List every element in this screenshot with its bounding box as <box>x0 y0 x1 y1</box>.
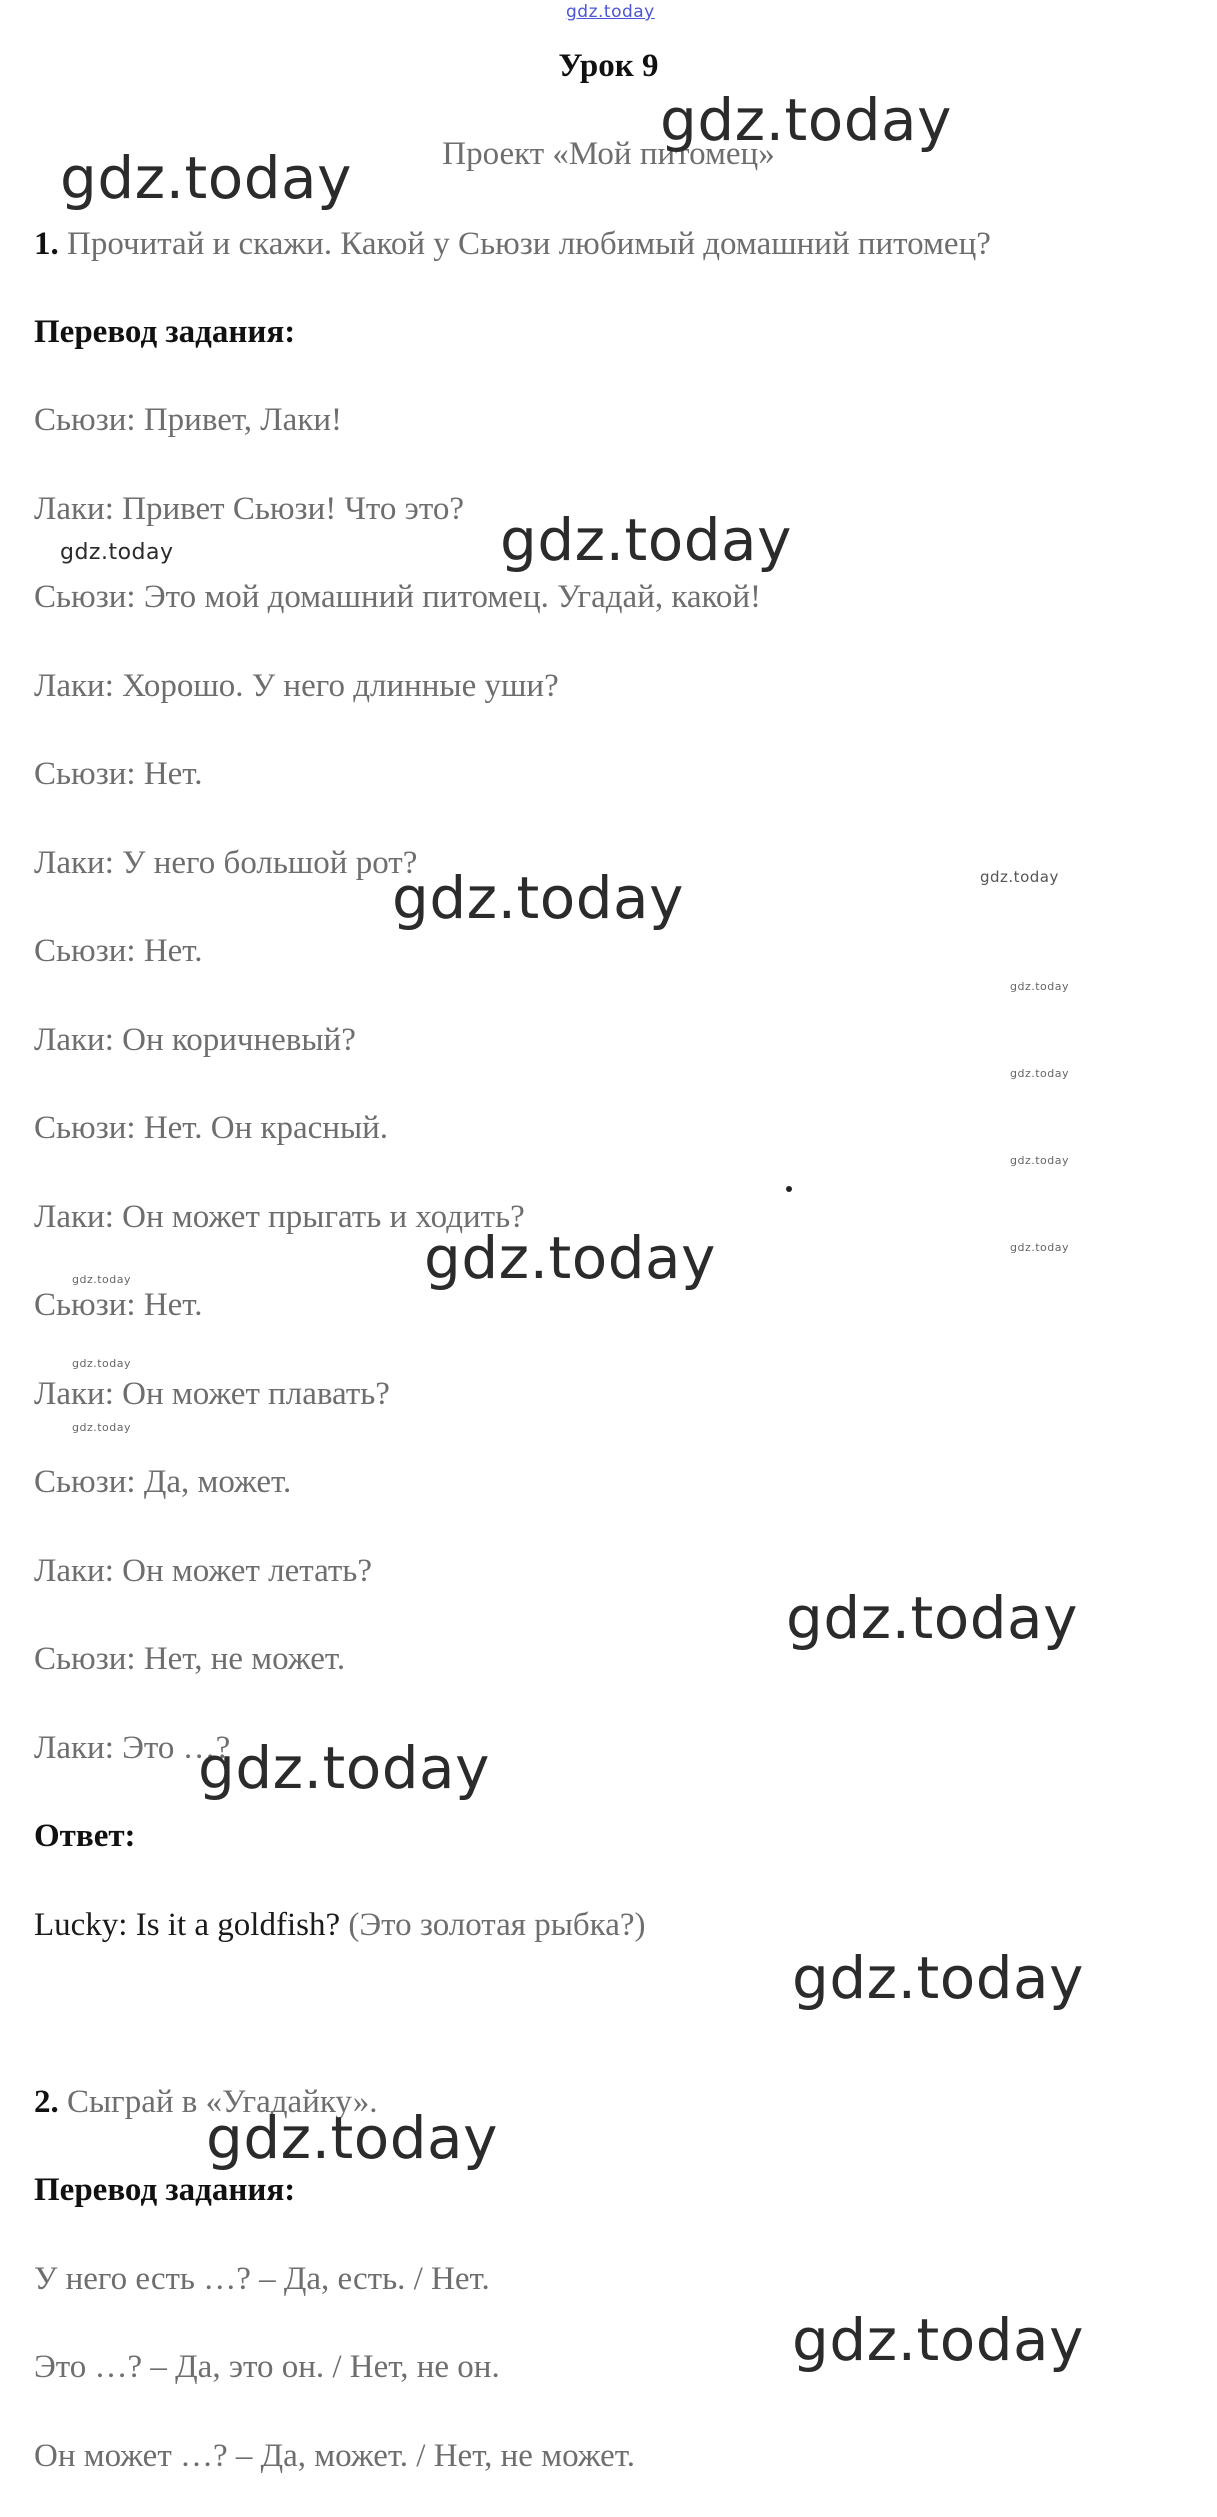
dialogue-line: Лаки: У него большой рот? <box>34 845 418 881</box>
dialogue-line: Сьюзи: Нет. <box>34 1287 203 1323</box>
dialogue-line: Сьюзи: Нет. <box>34 933 203 969</box>
watermark-link[interactable]: gdz.today <box>566 2 655 22</box>
watermark-large: gdz.today <box>660 86 952 154</box>
watermark-tiny: gdz.today <box>72 1421 132 1434</box>
task2-line: Это …? – Да, это он. / Нет, не он. <box>34 2349 500 2385</box>
dialogue-line: Лаки: Он коричневый? <box>34 1022 356 1058</box>
task1-instruction <box>34 224 991 264</box>
watermark-large: gdz.today <box>424 1224 716 1292</box>
answer-heading: Ответ: <box>34 1818 136 1854</box>
task2-line: Он может …? – Да, может. / Нет, не может. <box>34 2438 635 2474</box>
watermark-small: gdz.today <box>980 868 1059 886</box>
task2-translation-heading: Перевод задания: <box>34 2172 296 2208</box>
watermark-large: gdz.today <box>500 506 792 574</box>
lesson-title: Урок 9 <box>558 48 659 84</box>
watermark-large: gdz.today <box>792 1944 1084 2012</box>
watermark-large: gdz.today <box>786 1584 1078 1652</box>
dialogue-line: Сьюзи: Это мой домашний питомец. Угадай, какой! <box>34 579 762 615</box>
dialogue-line: Сьюзи: Нет. <box>34 756 203 792</box>
answer-translation: (Это золотая рыбка?) <box>348 1907 646 1943</box>
watermark-large: gdz.today <box>792 2306 1084 2374</box>
watermark-tiny: gdz.today <box>1010 1241 1070 1254</box>
task1-translation-heading: Перевод задания: <box>34 314 296 350</box>
dialogue-line: Лаки: Он может летать? <box>34 1553 372 1589</box>
dialogue-line: Сьюзи: Да, может. <box>34 1464 292 1500</box>
dialogue-line: Лаки: Это …? <box>34 1730 231 1766</box>
watermark-large: gdz.today <box>206 2104 498 2172</box>
watermark-tiny: gdz.today <box>72 1357 132 1370</box>
dialogue-line: Лаки: Хорошо. У него длинные уши? <box>34 668 559 704</box>
dialogue-line: Сьюзи: Нет. Он красный. <box>34 1110 389 1146</box>
dialogue-line: Лаки: Он может прыгать и ходить? <box>34 1199 525 1235</box>
project-title: Проект «Мой питомец» <box>442 136 775 172</box>
watermark-large: gdz.today <box>198 1734 490 1802</box>
watermark-tiny: gdz.today <box>72 1273 132 1286</box>
task1-instruction-text: Прочитай и скажи. Какой у Сьюзи любимый домашний питомец? <box>67 226 991 262</box>
stray-dot <box>786 1186 792 1192</box>
dialogue-line: Лаки: Привет Сьюзи! Что это? <box>34 491 464 527</box>
answer-line <box>34 1905 646 1945</box>
watermark-tiny: gdz.today <box>1010 1067 1070 1080</box>
task2-number: 2. <box>34 2084 59 2120</box>
answer-english: Lucky: Is it a goldfish? <box>34 1907 341 1943</box>
task2-line: У него есть …? – Да, есть. / Нет. <box>34 2261 490 2297</box>
dialogue-line: Сьюзи: Нет, не может. <box>34 1641 346 1677</box>
watermark-large: gdz.today <box>392 864 684 932</box>
dialogue-line: Лаки: Он может плавать? <box>34 1376 390 1412</box>
task2-instruction-text: Сыграй в «Угадайку». <box>67 2084 378 2120</box>
watermark-medium: gdz.today <box>60 540 174 565</box>
watermark-tiny: gdz.today <box>1010 980 1070 993</box>
watermark-large: gdz.today <box>60 144 352 212</box>
watermark-tiny: gdz.today <box>1010 1154 1070 1167</box>
dialogue-line: Сьюзи: Привет, Лаки! <box>34 402 343 438</box>
task1-number: 1. <box>34 226 59 262</box>
